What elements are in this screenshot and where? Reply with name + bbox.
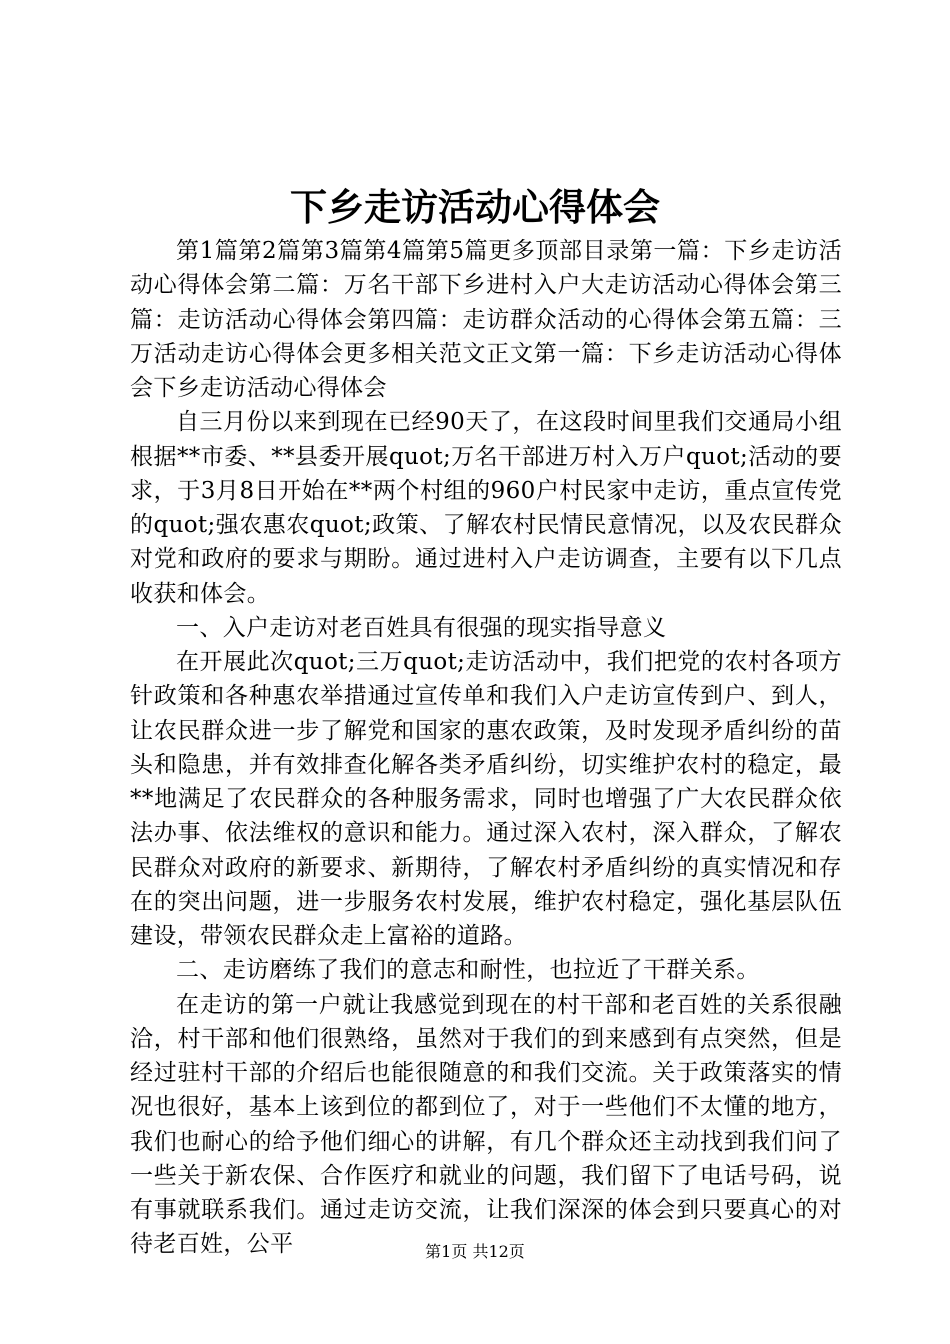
paragraph-section-1: 在开展此次quot;三万quot;走访活动中，我们把党的农村各项方针政策和各种惠农举措通过宣传单和我们入户走访宣传到户、到人，让农民群众进一步了解党和国家的惠农政策，及时发现矛盾纠纷的苗头和隐患，并有效排查化解各类矛盾纠纷，切实维护农村的稳定，最**地满足了农民群众的各种服务需求，同时也增强了广大农民群众依法办事、依法维权的意识和能力。通过深入农村，深入群众，了解农民群众对政府的新要求、新期待，了解农村矛盾纠纷的真实情况和存在的突出问题，进一步服务农村发展，维护农村稳定，强化基层队伍建设，带领农民群众走上富裕的道路。 [130, 649, 842, 949]
paragraph-section-2: 在走访的第一户就让我感觉到现在的村干部和老百姓的关系很融洽，村干部和他们很熟络，虽然对于我们的到来感到有点突然，但是经过驻村干部的介绍后也能很随意的和我们交流。关于政策落实的情况也很好，基本上该到位的都到位了，对于一些他们不太懂的地方，我们也耐心的给予他们细心的讲解，有几个群众还主动找到我们问了一些关于新农保、合作医疗和就业的问题，我们留下了电话号码，说有事就联系我们。通过走访交流，让我们深深的体会到只要真心的对待老百姓，公平 [130, 991, 842, 1258]
paragraph-intro: 自三月份以来到现在已经90天了，在这段时间里我们交通局小组根据**市委、**县委开展quot;万名干部进万村入万户quot;活动的要求，于3月8日开始在**两个村组的960户村民家中走访，重点宣传党的quot;强农惠农quot;政策、了解农村民情民意情况，以及农民群众对党和政府的要求与期盼。通过进村入户走访调查，主要有以下几点收获和体会。 [130, 409, 842, 607]
page-footer: 第1页 共12页 [425, 1242, 525, 1261]
document-title: 下乡走访活动心得体会 [290, 186, 660, 229]
document-body [130, 234, 842, 1262]
section-heading-1: 一、入户走访对老百姓具有很强的现实指导意义 [176, 614, 667, 641]
paragraph-table-of-contents: 第1篇第2篇第3篇第4篇第5篇更多顶部目录第一篇：下乡走访活动心得体会第二篇：万名干部下乡进村入户大走访活动心得体会第三篇：走访活动心得体会第四篇：走访群众活动的心得体会第五篇：三万活动走访心得体会更多相关范文正文第一篇：下乡走访活动心得体会下乡走访活动心得体会 [130, 238, 842, 401]
section-heading-2: 二、走访磨练了我们的意志和耐性，也拉近了干群关系。 [176, 957, 760, 984]
